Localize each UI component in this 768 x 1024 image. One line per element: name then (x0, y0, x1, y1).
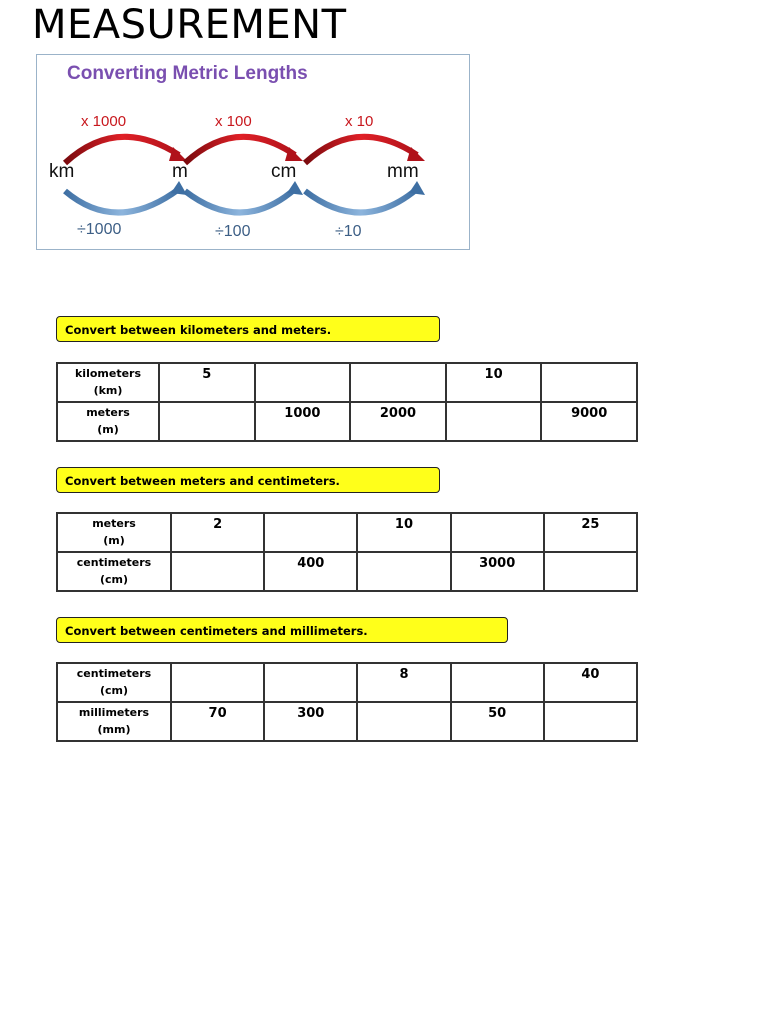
table-cell: 300 (264, 702, 357, 741)
multiply-arrow-2 (185, 137, 295, 163)
metric-conversion-diagram (36, 54, 470, 250)
divide-label: ÷100 (215, 223, 251, 240)
divide-arrow-3 (305, 189, 417, 213)
table-cell: 70 (171, 702, 264, 741)
divide-label: ÷10 (335, 223, 362, 240)
row-label: kilometers (km) (57, 363, 159, 402)
divide-arrow-2 (185, 189, 295, 213)
table-cell: 1000 (255, 402, 351, 441)
row-label: meters (m) (57, 402, 159, 441)
table-cell (255, 363, 351, 402)
table-cell: 400 (264, 552, 357, 591)
table-cell: 50 (451, 702, 544, 741)
table-row (57, 702, 637, 741)
diagram-title: Converting Metric Lengths (67, 63, 308, 84)
table-cell: 10 (357, 513, 450, 552)
table-cell (350, 363, 446, 402)
multiply-arrow-3 (305, 137, 417, 163)
unit-label: mm (387, 161, 419, 182)
conversion-table-km-m (56, 362, 638, 442)
multiply-label: x 1000 (81, 113, 127, 130)
section-banner-m-cm: Convert between meters and centimeters. (56, 467, 440, 493)
conversion-table-cm-mm (56, 662, 638, 742)
table-cell: 40 (544, 663, 637, 702)
table-cell (451, 663, 544, 702)
table-cell (264, 663, 357, 702)
table-cell (544, 552, 637, 591)
table-row (57, 402, 637, 441)
table-cell (446, 402, 542, 441)
table-cell: 3000 (451, 552, 544, 591)
table-row (57, 513, 637, 552)
table-cell: 2 (171, 513, 264, 552)
section-banner-km-m: Convert between kilometers and meters. (56, 316, 440, 342)
page-title: MEASUREMENT (32, 2, 347, 48)
table-cell (264, 513, 357, 552)
multiply-label: x 10 (345, 113, 374, 130)
table-cell: 10 (446, 363, 542, 402)
table-cell (357, 702, 450, 741)
table-cell: 25 (544, 513, 637, 552)
row-label: centimeters (cm) (57, 552, 171, 591)
table-cell (171, 552, 264, 591)
conversion-table-m-cm (56, 512, 638, 592)
table-cell (451, 513, 544, 552)
table-cell (171, 663, 264, 702)
unit-label: m (172, 161, 188, 182)
multiply-label: x 100 (215, 113, 252, 130)
table-cell (544, 702, 637, 741)
table-cell (357, 552, 450, 591)
table-cell: 5 (159, 363, 255, 402)
multiply-arrow-1 (65, 137, 179, 163)
table-cell: 9000 (541, 402, 637, 441)
row-label: millimeters (mm) (57, 702, 171, 741)
table-cell: 8 (357, 663, 450, 702)
section-banner-cm-mm: Convert between centimeters and millimeters. (56, 617, 508, 643)
table-cell: 2000 (350, 402, 446, 441)
table-row (57, 363, 637, 402)
table-row (57, 663, 637, 702)
table-cell (541, 363, 637, 402)
row-label: meters (m) (57, 513, 171, 552)
table-cell (159, 402, 255, 441)
row-label: centimeters (cm) (57, 663, 171, 702)
divide-arrow-1 (65, 189, 179, 213)
unit-label: cm (271, 161, 297, 182)
divide-label: ÷1000 (77, 221, 122, 238)
table-row (57, 552, 637, 591)
unit-label: km (49, 161, 75, 182)
